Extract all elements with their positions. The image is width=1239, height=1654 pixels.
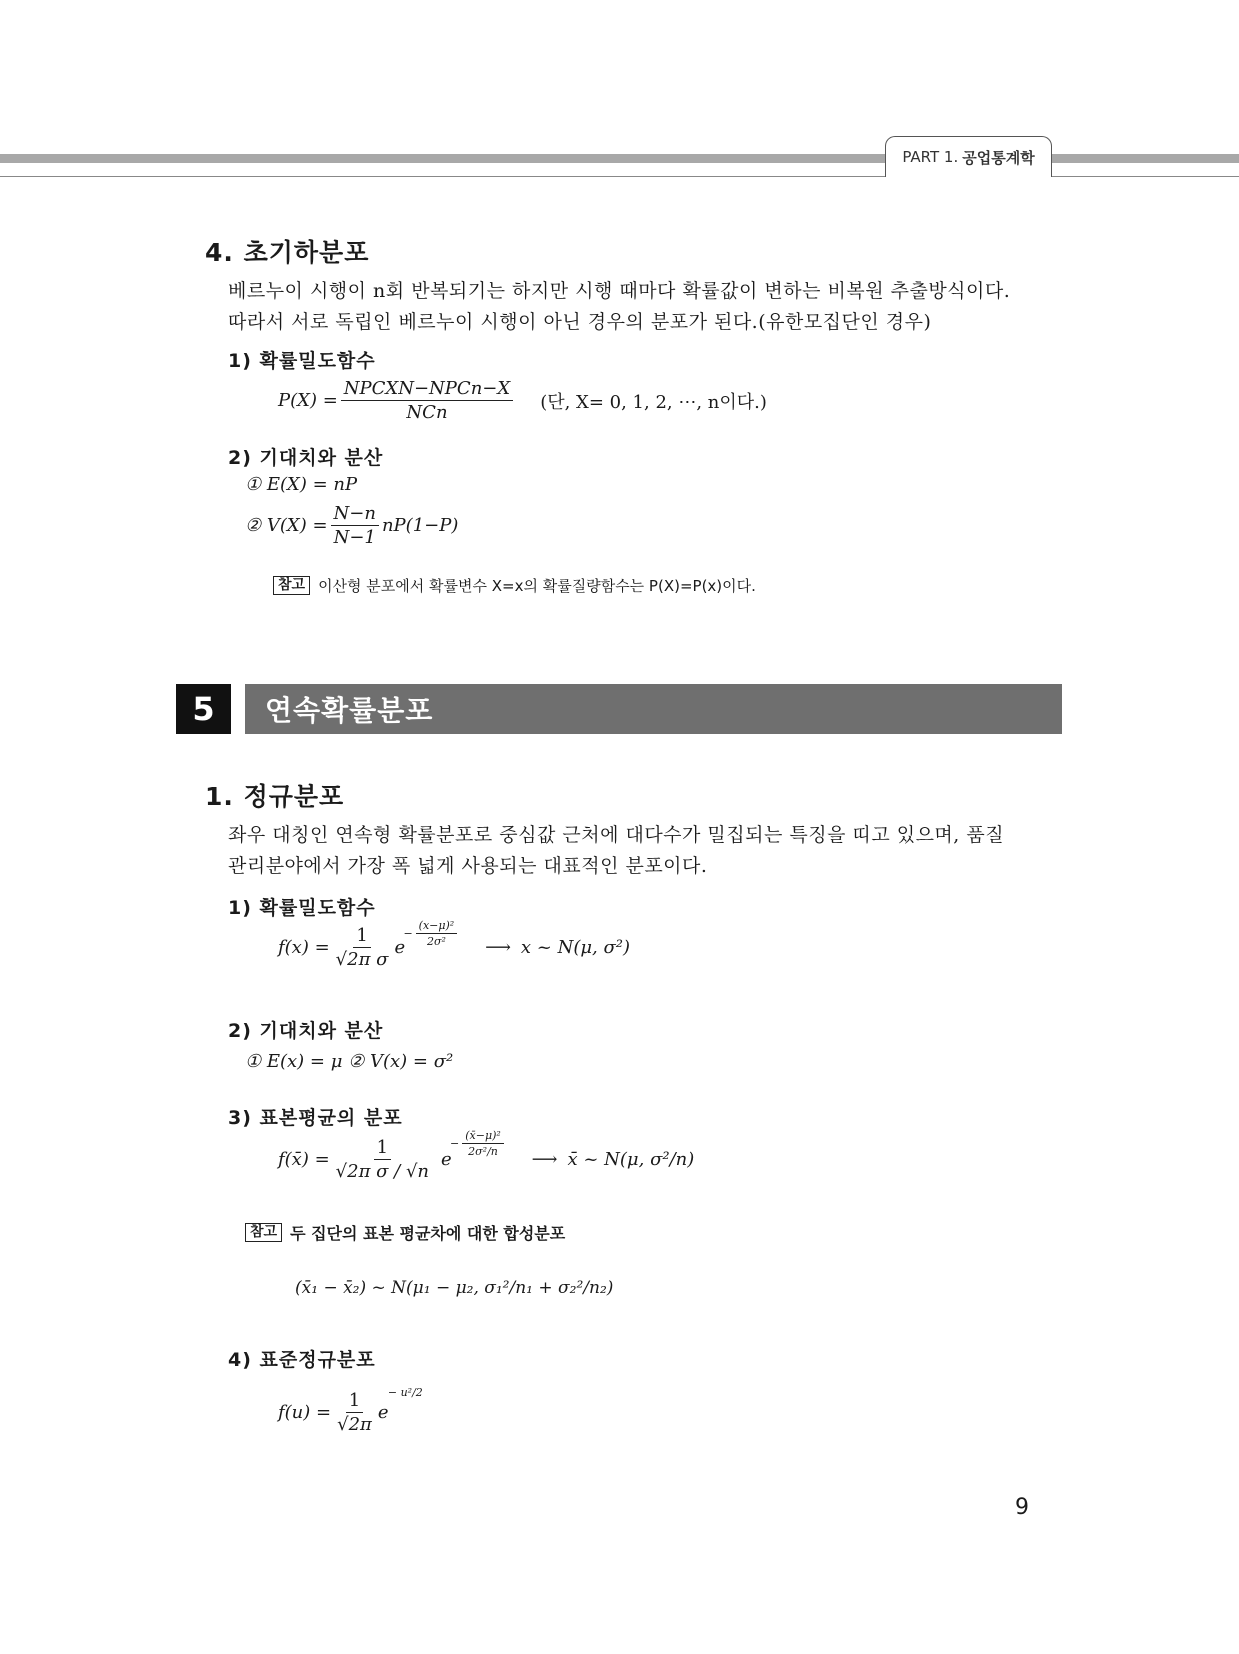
s51-pdf-exp-den: 2σ² <box>426 935 446 948</box>
s51-std-fraction <box>334 1390 375 1435</box>
section5-number: 5 <box>176 684 231 734</box>
header-rule <box>0 176 1239 177</box>
s51-std-formula <box>278 1386 423 1435</box>
s4-variance-fraction <box>331 503 379 548</box>
s4-variance-numerator: N−n <box>331 503 379 526</box>
s51-pdf-fraction <box>333 925 392 970</box>
s51-pdf-rhs: x ~ N(μ, σ²) <box>520 937 631 958</box>
part-tab <box>885 136 1052 177</box>
s51-std-heading: 4) 표준정규분포 <box>228 1349 376 1371</box>
page-number: 9 <box>1015 1495 1029 1520</box>
s51-sm-numerator: 1 <box>374 1137 391 1160</box>
s4-expectation: ① E(X) = nP <box>245 474 358 495</box>
arrow-right-icon: ⟶ <box>531 1149 558 1170</box>
s4-note-tag: 참고 <box>273 576 310 595</box>
s4-intro-line2: 따라서 서로 독립인 베르누이 시행이 아닌 경우의 분포가 된다.(유한모집단인 경우) <box>228 311 932 333</box>
s51-pdf-exponent: − $\frac{\text{(x−μ)²}}{\text{2σ²}}$ <box>403 919 460 948</box>
s4-pdf-numerator: NPCXN−NPCn−X <box>341 378 513 401</box>
s4-pdf-formula <box>278 378 767 423</box>
s4-pdf-lhs: P(X) = <box>278 390 338 411</box>
s4-intro-line1: 베르누이 시행이 n회 반복되기는 하지만 시행 때마다 확률값이 변하는 비복원 추출방식이다. <box>228 280 1011 302</box>
s51-pdf-numerator: 1 <box>353 925 370 948</box>
s51-pdf-formula <box>278 919 631 970</box>
s51-note-tag: 참고 <box>245 1223 282 1242</box>
arrow-right-icon: ⟶ <box>485 937 511 958</box>
s51-sm-exp-num: (x̄−μ)² <box>462 1129 504 1144</box>
s51-pdf-exponential: e − $\frac{\text{(x−μ)²}}{\text{2σ²}}$ <box>394 937 405 958</box>
s51-note-text: 두 집단의 표본 평균차에 대한 합성분포 <box>290 1224 566 1243</box>
s51-ev: ① E(x) = μ ② V(x) = σ² <box>245 1051 454 1072</box>
s4-variance-rhs: nP(1−P) <box>381 515 459 536</box>
s51-pdf-lhs: f(x) = <box>278 937 330 958</box>
s4-pdf-condition: (단, X= 0, 1, 2, ⋯, n이다.) <box>540 391 767 413</box>
s4-note-text: 이산형 분포에서 확률변수 X=x의 확률질량함수는 P(X)=P(x)이다. <box>318 577 756 595</box>
s51-sm-rhs: x̄ ~ N(μ, σ²/n) <box>567 1149 695 1170</box>
part-label: PART 1. <box>902 148 959 166</box>
part-title: 공업통계학 <box>962 148 1035 167</box>
s4-variance <box>245 503 458 548</box>
s51-ev-heading: 2) 기대치와 분산 <box>228 1020 384 1042</box>
s51-sm-fraction <box>333 1137 432 1182</box>
s51-sm-heading: 3) 표본평균의 분포 <box>228 1107 403 1129</box>
s51-std-lhs: f(u) = <box>278 1402 332 1423</box>
s51-std-numerator: 1 <box>346 1390 363 1413</box>
s51-std-exponential: e − u²/2 <box>377 1386 423 1423</box>
s51-std-exponent: − u²/2 <box>387 1386 423 1399</box>
s51-heading: 1. 정규분포 <box>205 782 345 811</box>
s4-note <box>273 575 756 596</box>
s51-pdf-heading: 1) 확률밀도함수 <box>228 897 376 919</box>
section5-title: 연속확률분포 <box>245 684 1062 734</box>
s51-sm-lhs: f(x̄) = <box>278 1149 330 1170</box>
s51-pdf-exp-num: (x−μ)² <box>416 919 458 934</box>
s51-sm-exponential: e − $\frac{\text{(x̄−μ)²}}{\text{2σ²/n}}$ <box>441 1149 452 1170</box>
s4-variance-denominator: N−1 <box>333 527 376 548</box>
s51-sm-formula <box>278 1129 695 1182</box>
s51-sm-denominator: √2π σ / √n <box>335 1161 430 1182</box>
s51-sm-exp-den: 2σ²/n <box>468 1145 498 1158</box>
s4-pdf-heading: 1) 확률밀도함수 <box>228 350 376 372</box>
s51-sm-exponent: − $\frac{\text{(x̄−μ)²}}{\text{2σ²/n}}$ <box>450 1129 507 1158</box>
s51-diff-formula: (x̄₁ − x̄₂) ~ N(μ₁ − μ₂, σ₁²/n₁ + σ₂²/n₂) <box>295 1278 614 1298</box>
s4-variance-lhs: ② V(X) = <box>245 515 328 536</box>
s51-intro-line2: 관리분야에서 가장 폭 넓게 사용되는 대표적인 분포이다. <box>228 855 708 877</box>
s4-pdf-fraction <box>341 378 513 423</box>
s4-ev-heading: 2) 기대치와 분산 <box>228 447 384 469</box>
s51-intro <box>228 820 1048 882</box>
s4-pdf-denominator: NCn <box>406 402 448 423</box>
s51-std-denominator: √2π <box>337 1414 372 1435</box>
s51-pdf-exponent-fraction <box>416 919 458 948</box>
s51-pdf-denominator: √2π σ <box>335 949 389 970</box>
header-band <box>0 154 1239 163</box>
s4-heading: 4. 초기하분포 <box>205 238 370 267</box>
s4-intro <box>228 276 1048 338</box>
s51-sm-exponent-fraction <box>462 1129 504 1158</box>
s51-note <box>245 1221 565 1244</box>
s51-intro-line1: 좌우 대칭인 연속형 확률분포로 중심값 근처에 대다수가 밀집되는 특징을 띠고 있으며, 품질 <box>228 824 1005 846</box>
